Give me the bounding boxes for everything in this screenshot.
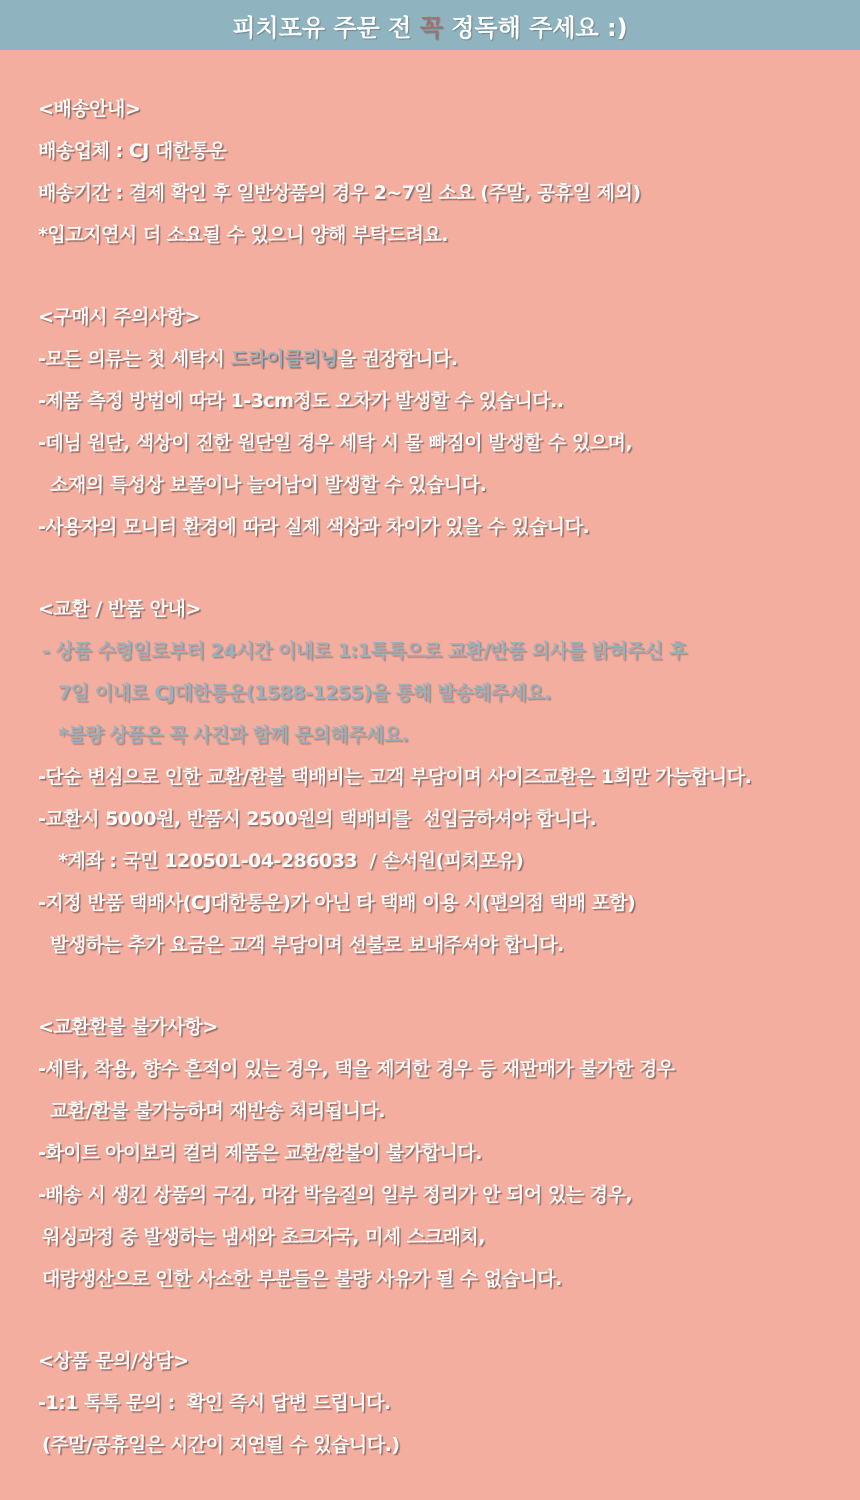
- caution-item-denim: -데님 원단, 색상이 진한 원단일 경우 세탁 시 물 빠짐이 발생할 수 있으며,: [38, 432, 633, 454]
- inquiry-line2: (주말/공휴일은 시간이 지연될 수 있습니다.): [42, 1434, 400, 1456]
- no-exchange-item-defect: -배송 시 생긴 상품의 구김, 마감 박음질의 일부 정리가 안 되어 있는 경우,: [38, 1184, 633, 1206]
- exchange-section: [38, 588, 860, 966]
- caution-section: [38, 296, 860, 548]
- dry-cleaning-highlight: 드라이클리닝: [230, 348, 338, 370]
- no-exchange-item-white: -화이트 아이보리 컬러 제품은 교환/환불이 불가합니다.: [38, 1142, 482, 1164]
- caution-heading: <구매시 주의사항>: [38, 306, 200, 328]
- caution-item-measurement: -제품 측정 방법에 따라 1-3cm정도 오차가 발생할 수 있습니다..: [38, 390, 564, 412]
- exchange-heading: <교환 / 반품 안내>: [38, 598, 201, 620]
- no-exchange-heading: <교환환불 불가사항>: [38, 1016, 218, 1038]
- exchange-highlight-line3: *불량 상품은 꼭 사진과 함께 문의해주세요.: [58, 724, 409, 746]
- caution-item-laundry: -모든 의류는 첫 세탁시 드라이클리닝을 권장합니다.: [38, 348, 458, 370]
- no-exchange-item-defect-cont2: 대량생산으로 인한 사소한 부분들은 불량 사유가 될 수 없습니다.: [42, 1268, 562, 1290]
- exchange-account: *계좌 : 국민 120501-04-286033 / 손서원(피치포유): [58, 850, 524, 872]
- no-exchange-item-used-cont: 교환/환불 불가능하며 재반송 처리됩니다.: [50, 1100, 386, 1122]
- inquiry-heading: <상품 문의/상담>: [38, 1350, 189, 1372]
- exchange-item-fee: -단순 변심으로 인한 교환/환불 택배비는 고객 부담이며 사이즈교환은 1회만 가능합니다.: [38, 766, 752, 788]
- header-title-accent: 꼭: [419, 13, 443, 42]
- exchange-item-carrier-cont: 발생하는 추가 요금은 고객 부담이며 선불로 보내주셔야 합니다.: [50, 934, 564, 956]
- inquiry-line1: -1:1 톡톡 문의 : 확인 즉시 답변 드립니다.: [38, 1392, 391, 1414]
- shipping-heading: <배송안내>: [38, 98, 141, 120]
- shipping-period: 배송기간 : 결제 확인 후 일반상품의 경우 2~7일 소요 (주말, 공휴일 제외): [38, 182, 641, 204]
- caution-item-monitor: -사용자의 모니터 환경에 따라 실제 색상과 차이가 있을 수 있습니다.: [38, 516, 590, 538]
- notice-content: [0, 50, 860, 1466]
- shipping-note: *입고지연시 더 소요될 수 있으니 양해 부탁드려요.: [38, 224, 448, 246]
- header-title: 피치포유 주문 전 꼭 정독해 주세요 :): [232, 13, 628, 42]
- no-exchange-item-defect-cont1: 워싱과정 중 발생하는 냄새와 초크자국, 미세 스크래치,: [42, 1226, 485, 1248]
- exchange-item-carrier: -지정 반품 택배사(CJ대한통운)가 아닌 타 택배 이용 시(편의점 택배 포함): [38, 892, 636, 914]
- no-exchange-section: [38, 1006, 860, 1300]
- exchange-highlight-line1: - 상품 수령일로부터 24시간 이내로 1:1톡톡으로 교환/반품 의사를 밝혀주신 후: [42, 640, 687, 662]
- exchange-highlight-line2: 7일 이내로 CJ대한통운(1588-1255)을 통해 발송해주세요.: [58, 682, 551, 704]
- shipping-section: [38, 88, 860, 256]
- caution-item-denim-cont: 소재의 특성상 보풀이나 늘어남이 발생할 수 있습니다.: [50, 474, 487, 496]
- exchange-item-prepay: -교환시 5000원, 반품시 2500원의 택배비를 선입금하셔야 합니다.: [38, 808, 597, 830]
- inquiry-section: [38, 1340, 860, 1466]
- page-header: [0, 0, 860, 50]
- no-exchange-item-used: -세탁, 착용, 향수 흔적이 있는 경우, 택을 제거한 경우 등 재판매가 불가한 경우: [38, 1058, 675, 1080]
- shipping-carrier: 배송업체 : CJ 대한통운: [38, 140, 227, 162]
